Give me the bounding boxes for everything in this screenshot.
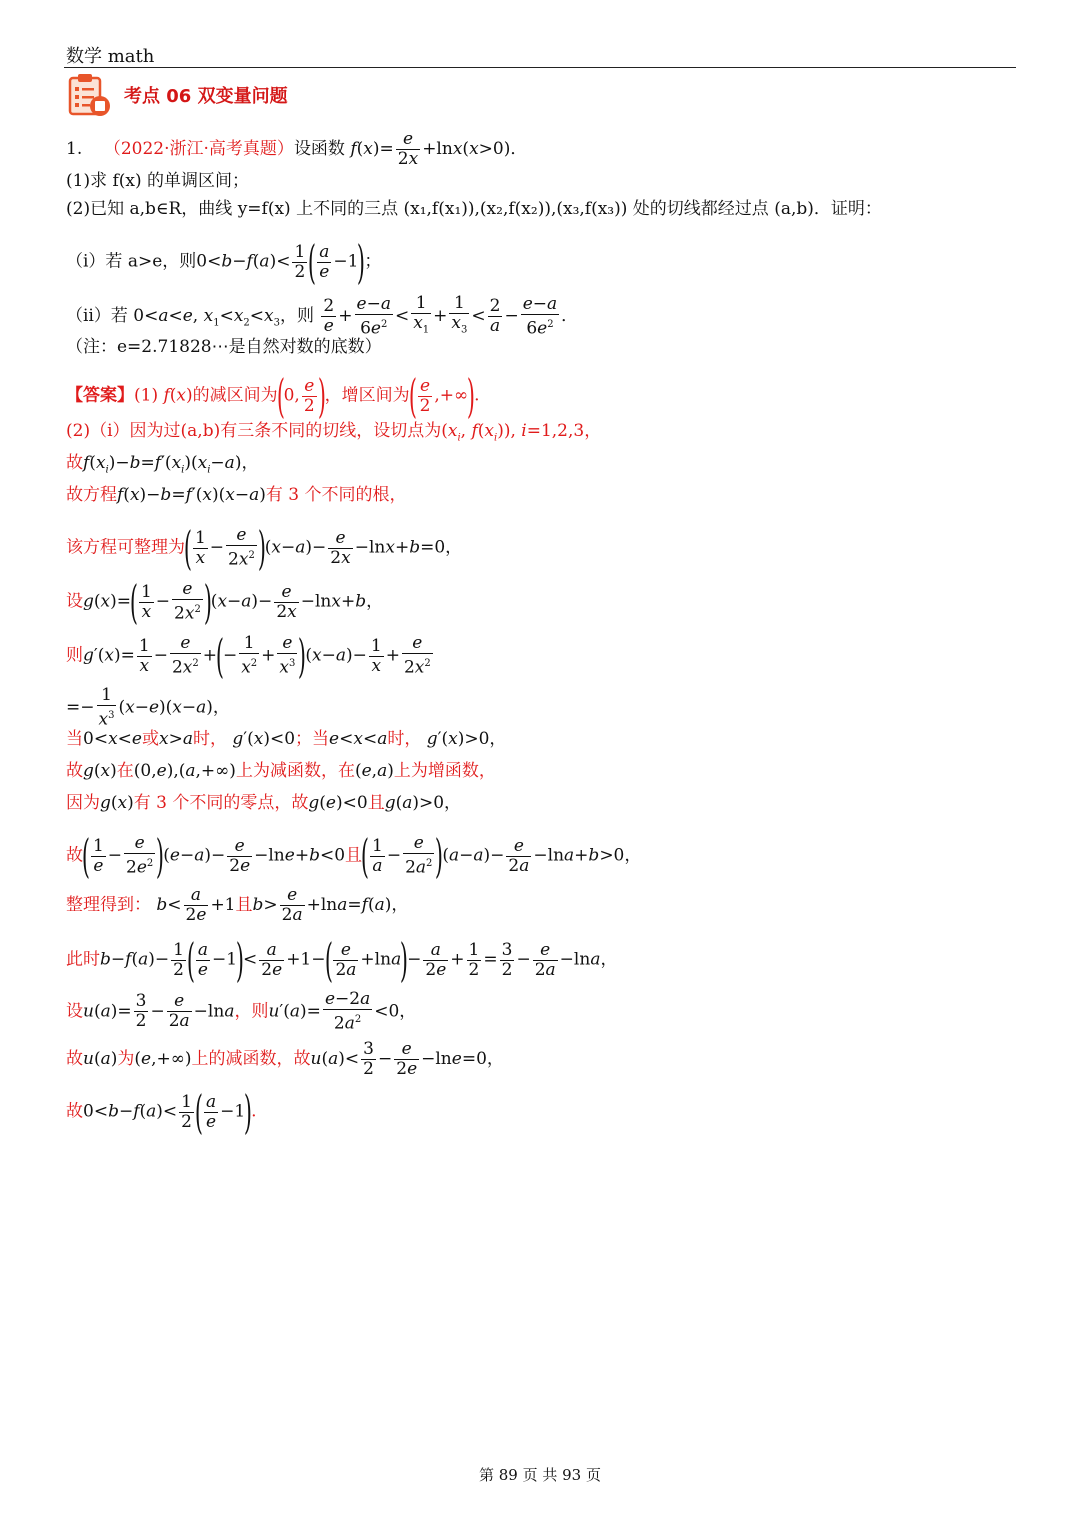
question-2: (2)已知 a,b∈R，曲线 y=f(x) 上不同的三点 (x₁,f(x₁)),(x₂,f(x₂)),(x₃,f(x₃)) 处的切线都经过点 (a,b)．证明： [66,199,882,219]
problem-number: 1. [66,139,83,159]
answer-line-u-decreasing: 故u(a)为(e,+∞)上的减函数，故u(a)< $\frac{3}{2}$ − $\frac{e}{2e}$ −lne=0， [66,1039,504,1079]
question-2-ii: （ⅱ）若 0<a<e, $x_1<x_2<x_3$，则 $\frac{2}{e}$ + $\frac{e-a}{6e^2}$ < $\frac{1}{x_1}$ + $\frac{1}{x_3}$ < $\frac{2}{a}$ − $\frac{e-a}{6e^2}$ ． [66,293,579,339]
answer-line-arrange: 该方程可整理为( $\frac{1}{x}$ − $\frac{e}{2x^2}$ )(x−a)− $\frac{e}{2x}$ −lnx+b=0， [66,521,463,575]
answer-line-bound: 此时b−f(a)− $\frac{1}{2}$ ( $\frac{a}{e}$ −1)< $\frac{a}{2e}$ +1−( $\frac{e}{2a}$ +lna)− $\frac{a}{2e}$ + $\frac{1}{2}$ = $\frac{3}{2}$ − $\frac{e}{2a}$ −lna， [66,933,618,987]
answer-line-conclusion: 故0<b−f(a)< $\frac{1}{2}$ ( $\frac{a}{e}$ −1). [66,1085,257,1139]
answer-line-derivative: 则g′(x)= $\frac{1}{x}$ − $\frac{e}{2x^2}$ +(− $\frac{1}{x^2}$ + $\frac{e}{x^3}$ )(x−a)− $\frac{1}{x}$ + $\frac{e}{2x^2}$ [66,629,431,683]
header-title: 数学 math [66,46,155,67]
answer-line-equation: 故方程f(x)−b=f′(x)(x−a)有 3 个不同的根， [66,485,407,505]
header-rule [64,67,1016,68]
question-2-i: （ⅰ）若 a>e，则0<b−f(a)< $\frac{1}{2}$ ( $\frac{a}{e}$ −1)； [66,235,382,289]
clipboard-checklist-icon [66,72,112,118]
answer-line-zeros: 因为g(x)有 3 个不同的零点，故g(e)<0且g(a)>0， [66,793,462,813]
problem-stem: 设函数 [293,139,345,159]
answer-line-define-u: 设u(a)= $\frac{3}{2}$ − $\frac{e}{2a}$ −lna，则u′(a)= $\frac{e-2a}{2a^2}$ <0， [66,989,417,1034]
answer-line-tangent: 故$f(x_i)-b=f'(x_i)(x_i-a)$， [66,453,259,476]
answer-line-inequalities: 故( $\frac{1}{e}$ − $\frac{e}{2e^2}$ )(e−a)− $\frac{e}{2e}$ −lne+b<0且( $\frac{1}{a}$ − $\frac{e}{2a^2}$ )(a−a)− $\frac{e}{2a}$ −lna+b>0， [66,829,642,883]
answer-line-factor: =− $\frac{1}{x^3}$ (x−e)(x−a)， [66,685,230,730]
answer-line-sign: 当0<x<e或x>a时， g′(x)<0；当e<x<a时， g′(x)>0， [66,729,507,749]
answer-line-define-g: 设g(x)=( $\frac{1}{x}$ − $\frac{e}{2x^2}$ )(x−a)− $\frac{e}{2x}$ −lnx+b， [66,575,384,629]
question-1: (1)求 f(x) 的单调区间； [66,171,250,191]
answer-part-1: 【答案】(1) f(x)的减区间为(0, $\frac{e}{2}$ )，增区间为( $\frac{e}{2}$ ,+∞). [66,369,480,423]
problem-source: （2022·浙江·高考真题） [103,139,294,159]
section-title: 考点 06 双变量问题 [124,86,288,107]
answer-line-monotonic: 故g(x)在(0,e),(a,+∞)上为减函数，在(e,a)上为增函数， [66,761,496,781]
problem-line-1: 1. （2022·浙江·高考真题）设函数 f(x)= $\frac{e}{2x}$ +lnx(x>0)． [66,129,528,169]
answer-line-simplify: 整理得到： b< $\frac{a}{2e}$ +1且b> $\frac{e}{2a}$ +lna=f(a)， [66,885,409,925]
note: （注：e=2.71828⋯是自然对数的底数） [66,337,382,357]
answer-part-2: (2)（ⅰ）因为过(a,b)有三条不同的切线，设切点为($x_i$, $f(x_i)$), i=1,2,3， [66,421,602,444]
page-footer: 第 89 页 共 93 页 [478,1466,601,1484]
